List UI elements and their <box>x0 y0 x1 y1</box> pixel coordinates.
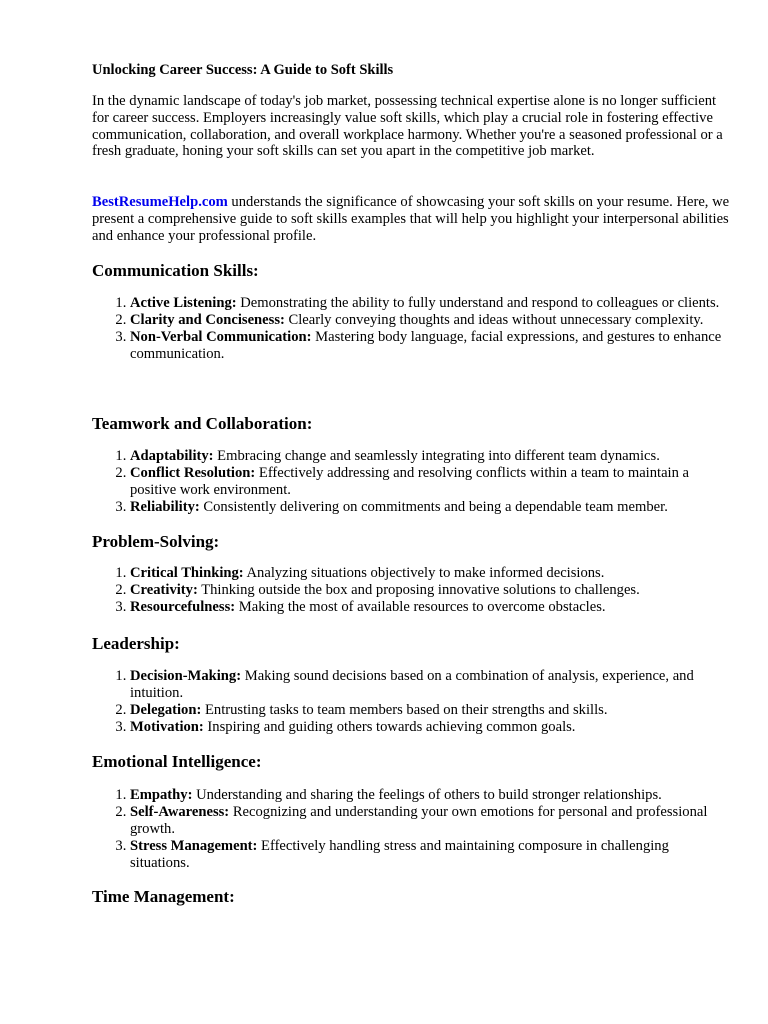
skill-term: Resourcefulness: <box>130 599 236 615</box>
skills-list <box>92 787 732 872</box>
section-emotional-intelligence <box>92 752 732 872</box>
skill-description: Analyzing situations objectively to make informed decisions. <box>243 565 605 581</box>
section-heading: Communication Skills: <box>92 261 259 280</box>
section-time-management <box>92 887 732 907</box>
skill-description: Making the most of available resources to overcome obstacles. <box>235 599 606 615</box>
skill-term: Critical Thinking: <box>130 565 244 581</box>
skill-term: Creativity: <box>130 582 198 598</box>
list-item <box>130 787 732 804</box>
skill-term: Self-Awareness: <box>130 804 230 820</box>
section-heading: Emotional Intelligence: <box>92 752 262 771</box>
skill-term: Active Listening: <box>130 295 237 311</box>
skill-description: Clearly conveying thoughts and ideas without unnecessary complexity. <box>284 312 704 328</box>
section-heading: Problem-Solving: <box>92 532 220 551</box>
intro-paragraph: In the dynamic landscape of today's job market, possessing technical expertise alone is no longer sufficient for career success. Employers increasingly value soft skills, which play a crucial role in fostering effective communication, collaboration, and overall workplace harmony. Whether you're a seasoned professional or a fresh graduate, honing your soft skills can set you apart in the competitive job market. <box>92 93 723 160</box>
document-title: Unlocking Career Success: A Guide to Soft Skills <box>92 62 394 78</box>
second-paragraph <box>92 194 732 244</box>
skills-list <box>92 295 732 363</box>
skill-description: Recognizing and understanding your own emotions for personal and professional growth. <box>130 804 708 837</box>
list-item <box>130 329 732 363</box>
skill-term: Non-Verbal Communication: <box>130 329 312 345</box>
skill-description: Embracing change and seamlessly integrating into different team dynamics. <box>213 448 660 464</box>
list-item <box>130 668 732 702</box>
skill-description: Effectively addressing and resolving conflicts within a team to maintain a positive work environment. <box>130 465 690 498</box>
section-heading: Teamwork and Collaboration: <box>92 414 313 433</box>
list-item <box>130 565 732 582</box>
skill-description: Mastering body language, facial expressions, and gestures to enhance communication. <box>130 329 722 362</box>
section-heading: Time Management: <box>92 887 235 906</box>
list-item <box>130 719 732 736</box>
list-item <box>130 582 732 599</box>
list-item <box>130 448 732 465</box>
skill-description: Demonstrating the ability to fully understand and respond to colleagues or clients. <box>236 295 720 311</box>
list-item <box>130 804 732 838</box>
second-paragraph-text: understands the significance of showcasing your soft skills on your resume. Here, we present a comprehensive guide to soft skills examples that will help you highlight your interpersonal abilities and enhance your professional profile. <box>92 194 730 244</box>
section-leadership <box>92 634 732 736</box>
list-item <box>130 312 732 329</box>
skill-term: Clarity and Conciseness: <box>130 312 285 328</box>
list-item <box>130 599 732 616</box>
skill-term: Stress Management: <box>130 838 258 854</box>
skill-term: Motivation: <box>130 719 204 735</box>
skills-list <box>92 668 732 736</box>
section-teamwork-collaboration <box>92 414 732 516</box>
section-heading: Leadership: <box>92 634 180 653</box>
skill-term: Empathy: <box>130 787 193 803</box>
skill-term: Adaptability: <box>130 448 214 464</box>
list-item <box>130 465 732 499</box>
skill-description: Making sound decisions based on a combination of analysis, experience, and intuition. <box>130 668 694 701</box>
skill-description: Effectively handling stress and maintaining composure in challenging situations. <box>130 838 669 871</box>
skill-description: Inspiring and guiding others towards achieving common goals. <box>203 719 576 735</box>
skill-description: Entrusting tasks to team members based on their strengths and skills. <box>201 702 608 718</box>
skill-description: Understanding and sharing the feelings of others to build stronger relationships. <box>192 787 662 803</box>
skills-list <box>92 448 732 516</box>
skill-term: Delegation: <box>130 702 202 718</box>
list-item <box>130 838 732 872</box>
section-communication-skills <box>92 261 732 363</box>
skill-description: Thinking outside the box and proposing innovative solutions to challenges. <box>197 582 640 598</box>
skill-term: Decision-Making: <box>130 668 242 684</box>
skill-term: Reliability: <box>130 499 200 515</box>
section-problem-solving <box>92 532 732 616</box>
skill-description: Consistently delivering on commitments and being a dependable team member. <box>199 499 668 515</box>
skill-term: Conflict Resolution: <box>130 465 256 481</box>
best-resume-help-link[interactable]: BestResumeHelp.com <box>92 194 228 210</box>
list-item <box>130 295 732 312</box>
list-item <box>130 499 732 516</box>
skills-list <box>92 565 732 616</box>
list-item <box>130 702 732 719</box>
